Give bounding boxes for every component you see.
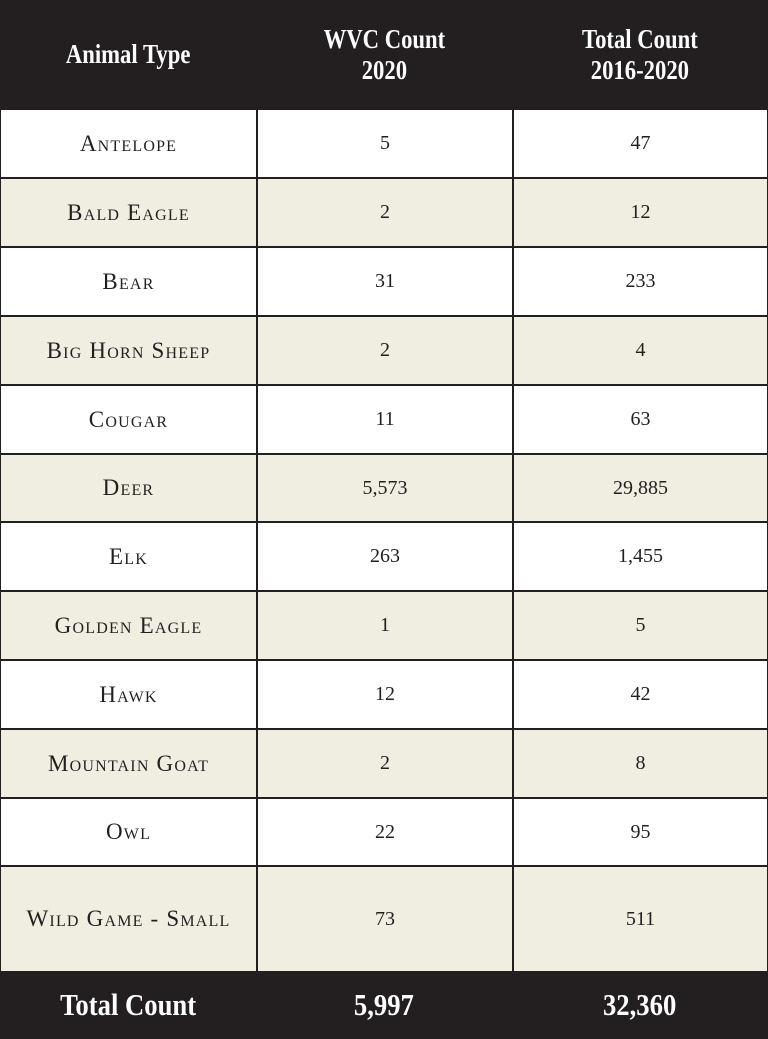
animal-cell xyxy=(1,386,256,453)
total-2016-2020-cell xyxy=(512,867,767,971)
wvc-2020-cell xyxy=(256,523,512,590)
wvc-2020-cell xyxy=(256,661,512,728)
wvc-2020-value: 73 xyxy=(375,907,395,930)
total-2016-2020-value: 32,360 xyxy=(602,986,677,1022)
animal-name: Elk xyxy=(109,543,148,569)
animal-cell xyxy=(1,867,256,971)
table-row xyxy=(1,521,767,590)
animal-name: Antelope xyxy=(79,130,178,156)
animal-cell xyxy=(1,523,256,590)
total-2016-2020-cell xyxy=(512,110,767,177)
wvc-2020-cell xyxy=(256,179,512,246)
header-cell-wvc-count xyxy=(256,1,512,108)
table-row xyxy=(1,108,767,177)
wvc-2020-value: 2 xyxy=(380,201,390,223)
header-animal-type: Animal Type xyxy=(66,39,191,69)
total-wvc-2020-cell xyxy=(256,971,512,1038)
wvc-2020-value: 11 xyxy=(375,408,395,430)
header-wvc-count-2020: WVC Count 2020 xyxy=(323,23,445,85)
total-2016-2020-cell xyxy=(512,799,767,865)
animal-name: Hawk xyxy=(99,681,158,707)
animal-name: Bald Eagle xyxy=(67,199,190,225)
wvc-2020-value: 2 xyxy=(380,752,390,774)
total-2016-2020-cell xyxy=(512,661,767,728)
wvc-2020-cell xyxy=(256,455,512,521)
wvc-2020-cell xyxy=(256,110,512,177)
animal-cell xyxy=(1,799,256,865)
animal-cell xyxy=(1,179,256,246)
wvc-2020-value: 12 xyxy=(375,683,395,705)
total-2016-2020-cell xyxy=(512,971,767,1038)
total-2016-2020-value: 233 xyxy=(625,270,656,292)
total-2016-2020-value: 12 xyxy=(630,201,651,223)
total-2016-2020-cell xyxy=(512,386,767,453)
total-2016-2020-value: 4 xyxy=(635,339,646,361)
animal-name: Mountain Goat xyxy=(47,750,210,776)
animal-name: Wild Game - Small xyxy=(26,906,231,931)
total-2016-2020-value: 1,455 xyxy=(618,545,663,567)
wvc-2020-cell xyxy=(256,592,512,659)
total-2016-2020-cell xyxy=(512,592,767,659)
header-total-count-2016-2020: Total Count 2016-2020 xyxy=(581,23,698,85)
wvc-2020-cell xyxy=(256,867,512,971)
animal-name: Cougar xyxy=(88,406,169,432)
total-2016-2020-value: 63 xyxy=(630,408,651,430)
table-row xyxy=(1,865,767,971)
animal-cell xyxy=(1,317,256,384)
wvc-2020-value: 1 xyxy=(380,614,390,636)
table-row xyxy=(1,315,767,384)
total-2016-2020-value: 29,885 xyxy=(613,476,668,499)
animal-name: Deer xyxy=(102,475,155,500)
animal-name: Golden Eagle xyxy=(54,612,203,638)
total-label-cell xyxy=(1,971,256,1038)
total-2016-2020-value: 95 xyxy=(630,820,651,843)
table-row xyxy=(1,384,767,453)
wvc-2020-value: 5 xyxy=(380,132,390,154)
header-cell-animal-type xyxy=(1,1,256,108)
animal-name: Big Horn Sheep xyxy=(46,337,211,363)
wvc-2020-cell xyxy=(256,730,512,797)
animal-name: Owl xyxy=(105,819,152,844)
animal-cell xyxy=(1,592,256,659)
table-row xyxy=(1,177,767,246)
animal-name: Bear xyxy=(102,268,155,294)
animal-cell xyxy=(1,661,256,728)
wvc-2020-cell xyxy=(256,317,512,384)
total-2016-2020-value: 5 xyxy=(635,614,646,636)
total-2016-2020-cell xyxy=(512,179,767,246)
table-header-row xyxy=(1,1,767,108)
table-row xyxy=(1,728,767,797)
total-2016-2020-value: 42 xyxy=(630,683,651,705)
total-2016-2020-value: 8 xyxy=(635,752,646,774)
table-total-row xyxy=(1,971,767,1038)
header-cell-total-count xyxy=(512,1,767,108)
wvc-2020-value: 22 xyxy=(375,820,395,843)
total-2016-2020-cell xyxy=(512,248,767,315)
total-2016-2020-value: 47 xyxy=(630,132,651,154)
wvc-2020-value: 2 xyxy=(380,339,390,361)
animal-cell xyxy=(1,110,256,177)
total-2016-2020-cell xyxy=(512,523,767,590)
total-2016-2020-cell xyxy=(512,730,767,797)
wvc-2020-cell xyxy=(256,248,512,315)
total-2016-2020-cell xyxy=(512,317,767,384)
animal-cell xyxy=(1,248,256,315)
animal-cell xyxy=(1,455,256,521)
wvc-2020-cell xyxy=(256,799,512,865)
table-row xyxy=(1,590,767,659)
table-row xyxy=(1,659,767,728)
total-wvc-2020-value: 5,997 xyxy=(354,986,414,1022)
animal-cell xyxy=(1,730,256,797)
wvc-2020-value: 31 xyxy=(375,270,395,292)
wvc-2020-value: 263 xyxy=(370,545,400,567)
table-row xyxy=(1,797,767,865)
wvc-2020-cell xyxy=(256,386,512,453)
table-row xyxy=(1,246,767,315)
wvc-2020-value: 5,573 xyxy=(362,476,408,499)
total-count-label: Total Count xyxy=(60,986,197,1022)
total-2016-2020-value: 511 xyxy=(625,907,656,930)
table-row xyxy=(1,453,767,521)
total-2016-2020-cell xyxy=(512,455,767,521)
